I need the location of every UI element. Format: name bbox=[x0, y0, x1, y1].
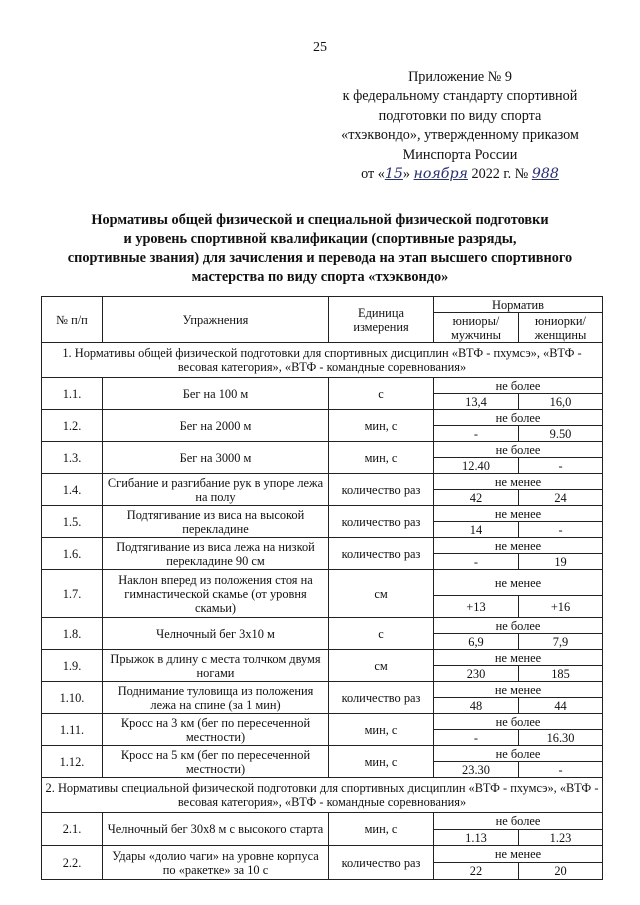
value-men: 13,4 bbox=[434, 394, 519, 410]
page-number: 25 bbox=[313, 40, 327, 55]
title-line: и уровень спортивной квалификации (спортивные разряды, bbox=[123, 231, 517, 247]
unit: количество раз bbox=[329, 538, 434, 570]
table-row bbox=[42, 538, 603, 554]
unit: см bbox=[329, 650, 434, 682]
norm-condition: не более bbox=[434, 746, 603, 762]
value-women: - bbox=[519, 458, 603, 474]
norm-condition: не более bbox=[434, 442, 603, 458]
header-num: № п/п bbox=[42, 297, 103, 343]
header-norm: Норматив bbox=[434, 297, 603, 313]
value-men: 42 bbox=[434, 490, 519, 506]
norm-condition: не более bbox=[434, 410, 603, 426]
row-number: 1.7. bbox=[42, 570, 103, 618]
table-row bbox=[42, 650, 603, 666]
table-row bbox=[42, 682, 603, 698]
norm-condition: не менее bbox=[434, 570, 603, 596]
table-row bbox=[42, 442, 603, 458]
exercise-name: Челночный бег 30x8 м с высокого старта bbox=[103, 813, 329, 846]
table-row bbox=[42, 813, 603, 830]
unit: мин, с bbox=[329, 410, 434, 442]
row-number: 1.1. bbox=[42, 378, 103, 410]
exercise-name: Челночный бег 3x10 м bbox=[103, 618, 329, 650]
section-row bbox=[42, 778, 603, 813]
exercise-name: Поднимание туловища из положения лежа на спине (за 1 мин) bbox=[103, 682, 329, 714]
exercise-name: Бег на 2000 м bbox=[103, 410, 329, 442]
value-women: 20 bbox=[519, 863, 603, 880]
row-number: 1.6. bbox=[42, 538, 103, 570]
header-women: юниорки/ женщины bbox=[519, 313, 603, 343]
exercise-name: Бег на 3000 м bbox=[103, 442, 329, 474]
norm-condition: не менее bbox=[434, 846, 603, 863]
appendix-block bbox=[310, 68, 610, 184]
value-women: 24 bbox=[519, 490, 603, 506]
appendix-line: Приложение № 9 bbox=[408, 69, 512, 85]
unit: количество раз bbox=[329, 682, 434, 714]
value-women: 44 bbox=[519, 698, 603, 714]
value-women: - bbox=[519, 522, 603, 538]
date-prefix: от « bbox=[361, 166, 385, 183]
unit: мин, с bbox=[329, 746, 434, 778]
table-row bbox=[42, 506, 603, 522]
value-men: 1.13 bbox=[434, 830, 519, 846]
appendix-line: Минспорта России bbox=[402, 146, 518, 163]
norm-condition: не более bbox=[434, 618, 603, 634]
value-women: +16 bbox=[519, 596, 603, 618]
table-row bbox=[42, 378, 603, 394]
exercise-name: Сгибание и разгибание рук в упоре лежа на полу bbox=[103, 474, 329, 506]
value-women: 16.30 bbox=[519, 730, 603, 746]
value-men: 48 bbox=[434, 698, 519, 714]
unit: с bbox=[329, 378, 434, 410]
unit: количество раз bbox=[329, 474, 434, 506]
value-men: 230 bbox=[434, 666, 519, 682]
date-month-handwritten: ноября bbox=[413, 166, 468, 183]
unit: количество раз bbox=[329, 846, 434, 880]
exercise-name: Подтягивание из виса лежа на низкой перекладине 90 см bbox=[103, 538, 329, 570]
value-men: - bbox=[434, 554, 519, 570]
header-men: юниоры/ мужчины bbox=[434, 313, 519, 343]
row-number: 1.12. bbox=[42, 746, 103, 778]
table-row bbox=[42, 570, 603, 596]
norm-condition: не менее bbox=[434, 538, 603, 554]
unit: количество раз bbox=[329, 506, 434, 538]
norm-condition: не более bbox=[434, 378, 603, 394]
value-men: - bbox=[434, 730, 519, 746]
unit: мин, с bbox=[329, 442, 434, 474]
appendix-line: «тхэквондо», утвержденному приказом bbox=[341, 127, 579, 144]
value-men: - bbox=[434, 426, 519, 442]
value-men: 12.40 bbox=[434, 458, 519, 474]
unit: мин, с bbox=[329, 714, 434, 746]
exercise-name: Прыжок в длину с места толчком двумя ногами bbox=[103, 650, 329, 682]
appendix-line: к федеральному стандарту спортивной bbox=[342, 88, 578, 105]
value-men: +13 bbox=[434, 596, 519, 618]
row-number: 1.11. bbox=[42, 714, 103, 746]
table-row bbox=[42, 846, 603, 863]
section-row bbox=[42, 343, 603, 378]
exercise-name: Кросс на 3 км (бег по пересеченной местности) bbox=[103, 714, 329, 746]
table-body bbox=[42, 343, 603, 880]
row-number: 1.2. bbox=[42, 410, 103, 442]
date-day-handwritten: 15 bbox=[384, 166, 403, 183]
date-sep: » bbox=[402, 166, 410, 183]
date-year: 2022 г. № bbox=[471, 166, 529, 183]
order-number-handwritten: 988 bbox=[531, 166, 559, 183]
row-number: 1.3. bbox=[42, 442, 103, 474]
table-row bbox=[42, 746, 603, 762]
value-women: 16,0 bbox=[519, 394, 603, 410]
norm-condition: не менее bbox=[434, 474, 603, 490]
header-exercise: Упражнения bbox=[103, 297, 329, 343]
order-date-line bbox=[310, 165, 610, 184]
value-men: 6,9 bbox=[434, 634, 519, 650]
row-number: 1.4. bbox=[42, 474, 103, 506]
table-row bbox=[42, 410, 603, 426]
document-title bbox=[40, 211, 600, 287]
section-title: 2. Нормативы специальной физической подготовки для спортивных дисциплин «ВТФ - пхумсэ», «ВТФ - весовая категория», «ВТФ - командные соревнования» bbox=[42, 778, 603, 813]
value-women: 185 bbox=[519, 666, 603, 682]
table-row bbox=[42, 714, 603, 730]
norm-condition: не менее bbox=[434, 506, 603, 522]
row-number: 1.5. bbox=[42, 506, 103, 538]
section-title: 1. Нормативы общей физической подготовки для спортивных дисциплин «ВТФ - пхумсэ», «ВТФ - весовая категория», «ВТФ - командные соревнования» bbox=[42, 343, 603, 378]
exercise-name: Подтягивание из виса на высокой перекладине bbox=[103, 506, 329, 538]
value-women: 9.50 bbox=[519, 426, 603, 442]
appendix-line: подготовки по виду спорта bbox=[378, 107, 542, 124]
title-line: Нормативы общей физической и специальной физической подготовки bbox=[91, 212, 549, 228]
header-unit: Единица измерения bbox=[329, 297, 434, 343]
unit: см bbox=[329, 570, 434, 618]
unit: с bbox=[329, 618, 434, 650]
row-number: 2.1. bbox=[42, 813, 103, 846]
norms-table bbox=[41, 296, 603, 880]
table-row bbox=[42, 618, 603, 634]
value-women: 19 bbox=[519, 554, 603, 570]
exercise-name: Бег на 100 м bbox=[103, 378, 329, 410]
title-line: мастерства по виду спорта «тхэквондо» bbox=[191, 269, 449, 285]
row-number: 1.9. bbox=[42, 650, 103, 682]
value-men: 14 bbox=[434, 522, 519, 538]
norm-condition: не более bbox=[434, 813, 603, 830]
norm-condition: не менее bbox=[434, 682, 603, 698]
value-men: 22 bbox=[434, 863, 519, 880]
value-women: 7,9 bbox=[519, 634, 603, 650]
exercise-name: Кросс на 5 км (бег по пересеченной местности) bbox=[103, 746, 329, 778]
title-line: спортивные звания) для зачисления и перевода на этап высшего спортивного bbox=[67, 250, 573, 266]
value-women: - bbox=[519, 762, 603, 778]
value-women: 1.23 bbox=[519, 830, 603, 846]
exercise-name: Наклон вперед из положения стоя на гимнастической скамье (от уровня скамьи) bbox=[103, 570, 329, 618]
table-row bbox=[42, 474, 603, 490]
unit: мин, с bbox=[329, 813, 434, 846]
norm-condition: не менее bbox=[434, 650, 603, 666]
value-men: 23.30 bbox=[434, 762, 519, 778]
exercise-name: Удары «долио чаги» на уровне корпуса по «ракетке» за 10 с bbox=[103, 846, 329, 880]
row-number: 2.2. bbox=[42, 846, 103, 880]
row-number: 1.10. bbox=[42, 682, 103, 714]
row-number: 1.8. bbox=[42, 618, 103, 650]
norm-condition: не более bbox=[434, 714, 603, 730]
